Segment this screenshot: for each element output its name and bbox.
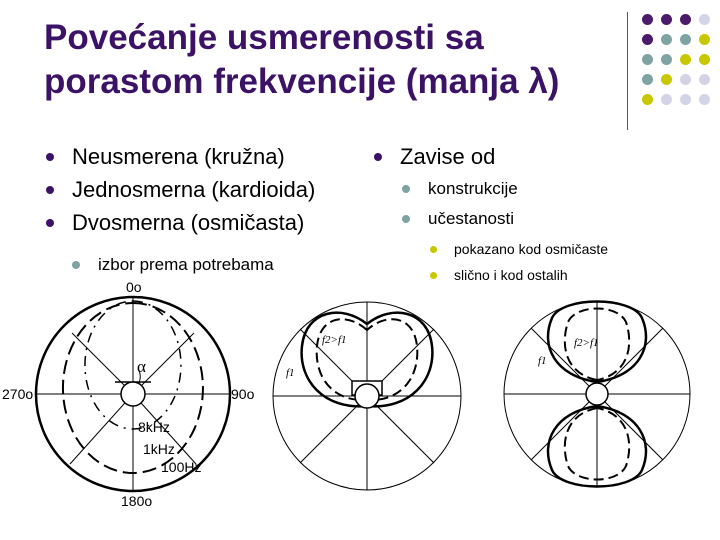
label-f2-gt-f1: f2>f1 xyxy=(574,337,599,349)
angle-line-lower-left xyxy=(70,394,133,464)
decorative-dot xyxy=(699,34,710,45)
list-item-depends: Zavise od xyxy=(374,140,495,173)
left-bullet-list xyxy=(46,140,315,239)
decorative-dot xyxy=(642,94,653,105)
freq-label-100hz: 100Hz xyxy=(161,459,202,475)
angle-label-180: 180o xyxy=(121,493,153,508)
angle-line-left xyxy=(72,333,133,394)
list-subsubitem-shown: pokazano kod osmičaste xyxy=(428,236,608,262)
figure8-polar-diagram xyxy=(500,298,700,494)
decorative-dot xyxy=(680,94,691,105)
decorative-dot xyxy=(661,54,672,65)
angle-label-90: 90o xyxy=(231,386,255,402)
decorative-dot xyxy=(680,34,691,45)
list-subitem-frequency: učestanosti xyxy=(402,204,518,234)
right-sub-sub-list xyxy=(428,236,608,288)
list-subitem-choice: izbor prema potrebama xyxy=(72,250,274,280)
cardioid-polar-diagram xyxy=(270,298,470,494)
decorative-dot xyxy=(699,54,710,65)
title-divider xyxy=(627,12,628,130)
decorative-dot xyxy=(680,54,691,65)
slide-title xyxy=(44,16,624,104)
decorative-dot xyxy=(661,14,672,25)
right-bullet-list xyxy=(374,140,495,173)
decorative-dot xyxy=(680,74,691,85)
list-subsubitem-similar: slično i kod ostalih xyxy=(428,262,608,288)
label-f1: f1 xyxy=(538,355,547,367)
mic-center xyxy=(355,384,379,408)
list-item-figure8: Dvosmerna (osmičasta) xyxy=(46,206,315,239)
right-sub-list xyxy=(402,174,518,234)
decorative-dot xyxy=(680,14,691,25)
decorative-dot xyxy=(699,74,710,85)
alpha-label: α xyxy=(137,357,146,376)
label-f2-gt-f1: f2>f1 xyxy=(322,334,347,346)
angle-label-270: 270o xyxy=(2,386,34,402)
list-subitem-construction: konstrukcije xyxy=(402,174,518,204)
decorative-dot xyxy=(661,94,672,105)
decorative-dot xyxy=(699,94,710,105)
decorative-dot xyxy=(642,34,653,45)
title-line-1: Povećanje usmerenosti sa xyxy=(44,18,484,57)
mic-center xyxy=(121,382,145,406)
decorative-dot xyxy=(642,74,653,85)
decorative-dot xyxy=(661,34,672,45)
freq-label-8khz: 8kHz xyxy=(138,419,170,435)
title-line-2: porastom frekvencije (manja λ) xyxy=(44,62,560,101)
decorative-dot xyxy=(661,74,672,85)
label-f1: f1 xyxy=(286,367,295,379)
decorative-dot xyxy=(642,14,653,25)
angle-label-0: 0o xyxy=(126,279,142,295)
omnidirectional-polar-diagram xyxy=(0,276,270,508)
decorative-dot xyxy=(642,54,653,65)
list-item-omni: Neusmerena (kružna) xyxy=(46,140,315,173)
decorative-dot-grid xyxy=(642,12,718,130)
list-item-cardioid: Jednosmerna (kardioida) xyxy=(46,173,315,206)
mic-center xyxy=(586,383,608,405)
freq-label-1khz: 1kHz xyxy=(143,441,175,457)
decorative-dot xyxy=(699,14,710,25)
